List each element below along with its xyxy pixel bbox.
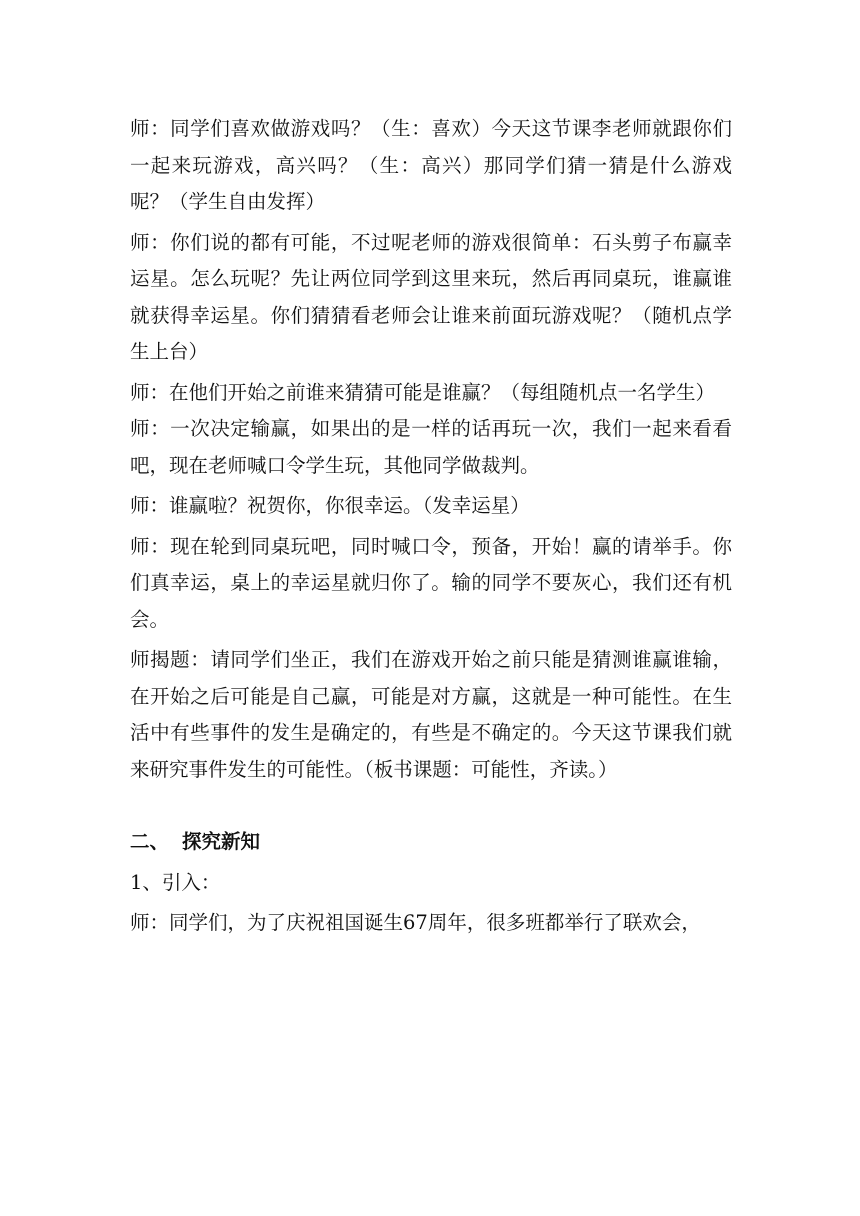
paragraph: 师：你们说的都有可能，不过呢老师的游戏很简单：石头剪子布赢幸运星。怎么玩呢？先让两位同学到这里来玩，然后再同桌玩，谁赢谁就获得幸运星。你们猜猜看老师会让谁来前面玩游戏呢？（随机点学生上台） [130, 230, 732, 363]
paragraph: 师揭题：请同学们坐正，我们在游戏开始之前只能是猜测谁赢谁输，在开始之后可能是自己赢，可能是对方赢，这就是一种可能性。在生活中有些事件的发生是确定的，有些是不确定的。今天这节课我们就来研究事件发生的可能性。（板书课题：可能性，齐读。） [130, 648, 732, 781]
paragraph: 师：在他们开始之前谁来猜猜可能是谁赢？（每组随机点一名学生） [130, 380, 716, 404]
paragraph: 师：同学们喜欢做游戏吗？（生：喜欢）今天这节课李老师就跟你们一起来玩游戏，高兴吗？（生：高兴）那同学们猜一猜是什么游戏呢？（学生自由发挥） [130, 117, 732, 213]
section-number: 二、 [130, 830, 170, 853]
paragraph: 师：谁赢啦？祝贺你，你很幸运。（发幸运星） [130, 494, 530, 517]
section-heading [130, 824, 732, 861]
paragraph: 师：一次决定输赢，如果出的是一样的话再玩一次，我们一起来看看吧，现在老师喊口令学生玩，其他同学做裁判。 [130, 417, 732, 477]
paragraph: 师：同学们，为了庆祝祖国诞生67周年，很多班都举行了联欢会， [130, 911, 701, 934]
section-title: 探究新知 [182, 830, 261, 853]
paragraph: 师：现在轮到同桌玩吧，同时喊口令，预备，开始！赢的请举手。你们真幸运，桌上的幸运星就归你了。输的同学不要灰心，我们还有机会。 [130, 534, 732, 631]
subsection-heading: 1、引入： [130, 870, 221, 894]
document-body [130, 111, 732, 942]
